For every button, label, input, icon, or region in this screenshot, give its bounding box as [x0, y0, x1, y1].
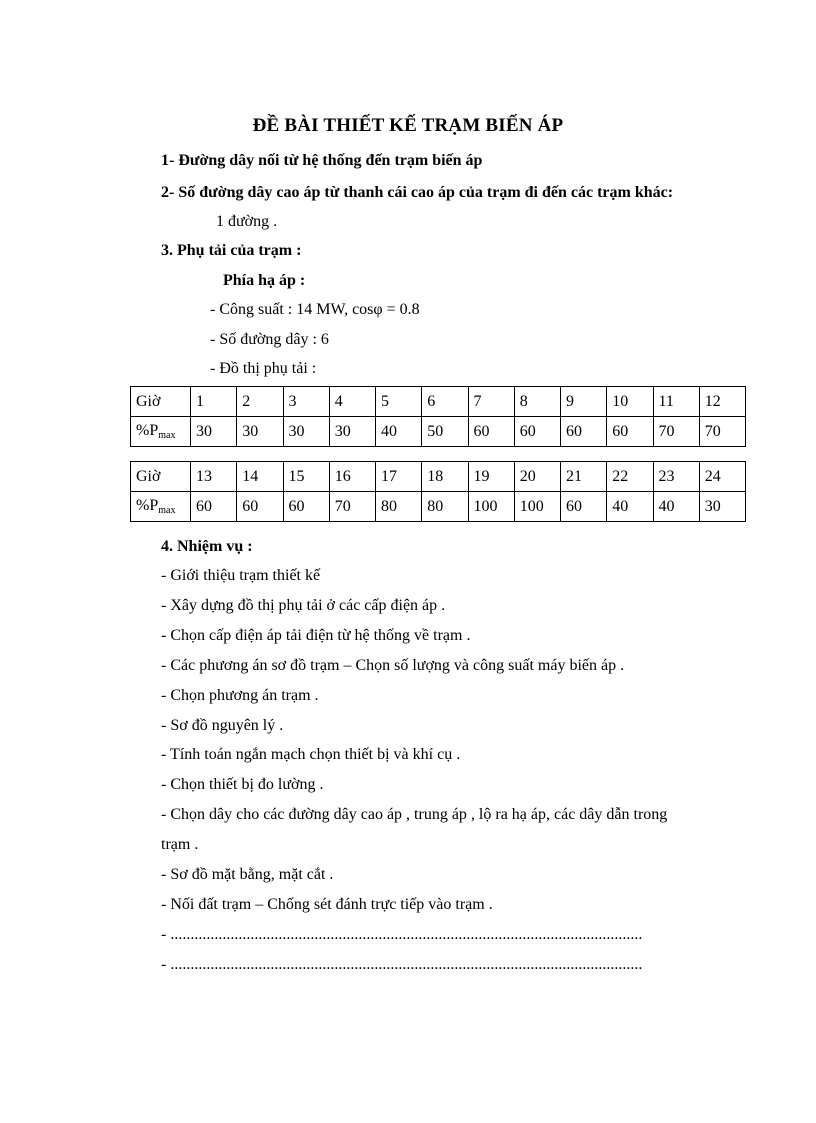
task-item: - Chọn dây cho các đường dây cao áp , trung áp , lộ ra hạ áp, các dây dẫn trong	[161, 806, 668, 823]
hour-cell: 11	[653, 387, 699, 417]
hour-cell: 4	[329, 387, 375, 417]
hour-cell: 13	[191, 462, 237, 492]
pmax-cell: 40	[607, 492, 653, 522]
hour-cell: 10	[607, 387, 653, 417]
task-item: - Chọn phương án trạm .	[161, 687, 319, 704]
hour-cell: 6	[422, 387, 468, 417]
item-1: 1- Đường dây nối từ hệ thống đến trạm biến áp	[161, 152, 483, 169]
pmax-header	[131, 492, 191, 522]
pmax-header	[131, 417, 191, 447]
pmax-cell: 60	[191, 492, 237, 522]
hour-cell: 12	[699, 387, 745, 417]
pmax-prefix: %P	[136, 422, 159, 439]
pmax-cell: 100	[468, 492, 514, 522]
hour-cell: 8	[514, 387, 560, 417]
pmax-cell: 30	[699, 492, 745, 522]
item-3: 3. Phụ tải của trạm :	[161, 242, 302, 259]
hour-cell: 22	[607, 462, 653, 492]
hour-cell: 15	[283, 462, 329, 492]
table-row-hours	[131, 387, 746, 417]
hour-cell: 21	[561, 462, 607, 492]
hour-cell: 14	[237, 462, 283, 492]
hour-cell: 9	[561, 387, 607, 417]
table-row-pmax	[131, 417, 746, 447]
item-2-detail: 1 đường .	[216, 213, 278, 230]
task-placeholder: - ......................................................................................................................	[161, 956, 643, 973]
pmax-cell: 60	[561, 417, 607, 447]
hour-cell: 24	[699, 462, 745, 492]
page-title: ĐỀ BÀI THIẾT KẾ TRẠM BIẾN ÁP	[252, 115, 564, 136]
pmax-cell: 60	[468, 417, 514, 447]
task-item: - Giới thiệu trạm thiết kế	[161, 567, 321, 584]
graph-label: - Đồ thị phụ tải :	[210, 360, 317, 377]
task-item: - Nối đất trạm – Chống sét đánh trực tiếp vào trạm .	[161, 896, 493, 913]
hour-header: Giờ	[131, 387, 191, 417]
task-item: - Sơ đồ nguyên lý .	[161, 717, 284, 734]
pmax-cell: 30	[237, 417, 283, 447]
hour-cell: 2	[237, 387, 283, 417]
pmax-cell: 60	[561, 492, 607, 522]
pmax-cell: 100	[514, 492, 560, 522]
pmax-cell: 70	[699, 417, 745, 447]
task-item: trạm .	[161, 836, 199, 853]
hour-cell: 1	[191, 387, 237, 417]
hour-cell: 7	[468, 387, 514, 417]
power-line: - Công suất : 14 MW, cosφ = 0.8	[210, 301, 420, 318]
task-item: - Sơ đồ mặt bằng, mặt cắt .	[161, 866, 334, 883]
hour-cell: 23	[653, 462, 699, 492]
pmax-cell: 40	[376, 417, 422, 447]
load-table-2	[130, 461, 746, 522]
hour-header: Giờ	[131, 462, 191, 492]
task-item: - Chọn thiết bị đo lường .	[161, 776, 324, 793]
hour-cell: 18	[422, 462, 468, 492]
lines-count: - Số đường dây : 6	[210, 331, 329, 348]
pmax-cell: 40	[653, 492, 699, 522]
pmax-subscript: max	[158, 505, 176, 516]
hour-cell: 5	[376, 387, 422, 417]
pmax-prefix: %P	[136, 497, 159, 514]
pmax-cell: 60	[237, 492, 283, 522]
pmax-subscript: max	[158, 430, 176, 441]
low-side-heading: Phía hạ áp :	[223, 272, 306, 289]
task-item: - Chọn cấp điện áp tải điện từ hệ thống về trạm .	[161, 627, 471, 644]
hour-cell: 3	[283, 387, 329, 417]
table-row-pmax	[131, 492, 746, 522]
pmax-cell: 30	[329, 417, 375, 447]
pmax-cell: 70	[329, 492, 375, 522]
pmax-cell: 50	[422, 417, 468, 447]
pmax-cell: 80	[422, 492, 468, 522]
hour-cell: 20	[514, 462, 560, 492]
hour-cell: 19	[468, 462, 514, 492]
task-placeholder: - ......................................................................................................................	[161, 926, 643, 943]
pmax-cell: 60	[607, 417, 653, 447]
pmax-cell: 80	[376, 492, 422, 522]
task-item: - Tính toán ngắn mạch chọn thiết bị và khí cụ .	[161, 746, 461, 763]
load-table-1	[130, 386, 746, 447]
hour-cell: 16	[329, 462, 375, 492]
pmax-cell: 60	[283, 492, 329, 522]
tasks-heading: 4. Nhiệm vụ :	[161, 538, 253, 555]
pmax-cell: 30	[191, 417, 237, 447]
item-2: 2- Số đường dây cao áp từ thanh cái cao áp của trạm đi đến các trạm khác:	[161, 184, 674, 201]
pmax-cell: 60	[514, 417, 560, 447]
table-row-hours	[131, 462, 746, 492]
task-item: - Các phương án sơ đồ trạm – Chọn số lượng và công suất máy biến áp .	[161, 657, 625, 674]
pmax-cell: 30	[283, 417, 329, 447]
hour-cell: 17	[376, 462, 422, 492]
task-item: - Xây dựng đồ thị phụ tải ở các cấp điện áp .	[161, 597, 446, 614]
pmax-cell: 70	[653, 417, 699, 447]
